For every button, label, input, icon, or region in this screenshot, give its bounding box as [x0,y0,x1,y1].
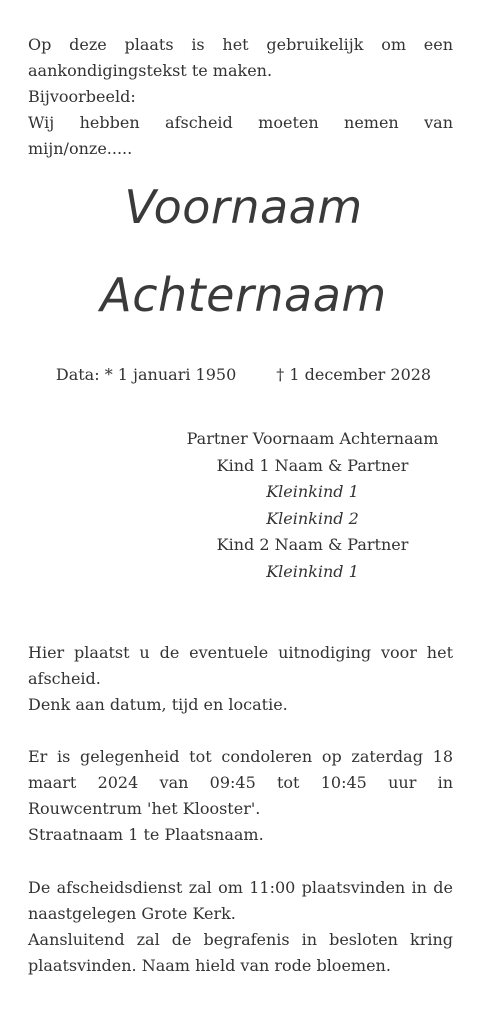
service-line: De afscheidsdienst zal om 11:00 plaatsvinden in de naastgelegen Grote Kerk. [28,878,453,923]
intro-text [28,32,453,162]
intro-example-text: Wij hebben afscheid moeten nemen van mijn/onze..... [28,113,453,158]
condolence-text [28,744,453,848]
grandchild: Kleinkind 1 [266,482,359,501]
invitation-text [28,640,453,718]
family-member: Kind 2 Naam & Partner [216,535,409,554]
dates-prefix: Data: [55,365,100,384]
service-line: Aansluitend zal de begrafenis in besloten kring plaatsvinden. Naam hield van rode bloemen. [28,930,453,975]
life-dates [0,363,487,387]
death-date: † 1 december 2028 [276,365,432,384]
deceased-first-name: Voornaam [124,180,363,234]
deceased-last-name: Achternaam [100,268,387,322]
birth-date: * 1 januari 1950 [104,365,237,384]
intro-example-label: Bijvoorbeeld: [28,87,136,106]
condolence-line: Er is gelegenheid tot condoleren op zaterdag 18 maart 2024 van 09:45 tot 10:45 uur in Rouwcentrum 'het Klooster'. [28,747,453,818]
grandchild: Kleinkind 1 [266,561,359,581]
invitation-line: Hier plaatst u de eventuele uitnodiging voor het afscheid. [28,643,453,688]
family-list [180,426,445,585]
invitation-line: Denk aan datum, tijd en locatie. [28,695,288,714]
family-member: Kind 1 Naam & Partner [216,455,409,475]
grandchild: Kleinkind 2 [266,508,359,528]
condolence-address: Straatnaam 1 te Plaatsnaam. [28,825,264,844]
family-member: Partner Voornaam Achternaam [186,429,439,448]
service-text [28,875,453,979]
intro-line: Op deze plaats is het gebruikelijk om een aankondigingstekst te maken. [28,35,453,80]
